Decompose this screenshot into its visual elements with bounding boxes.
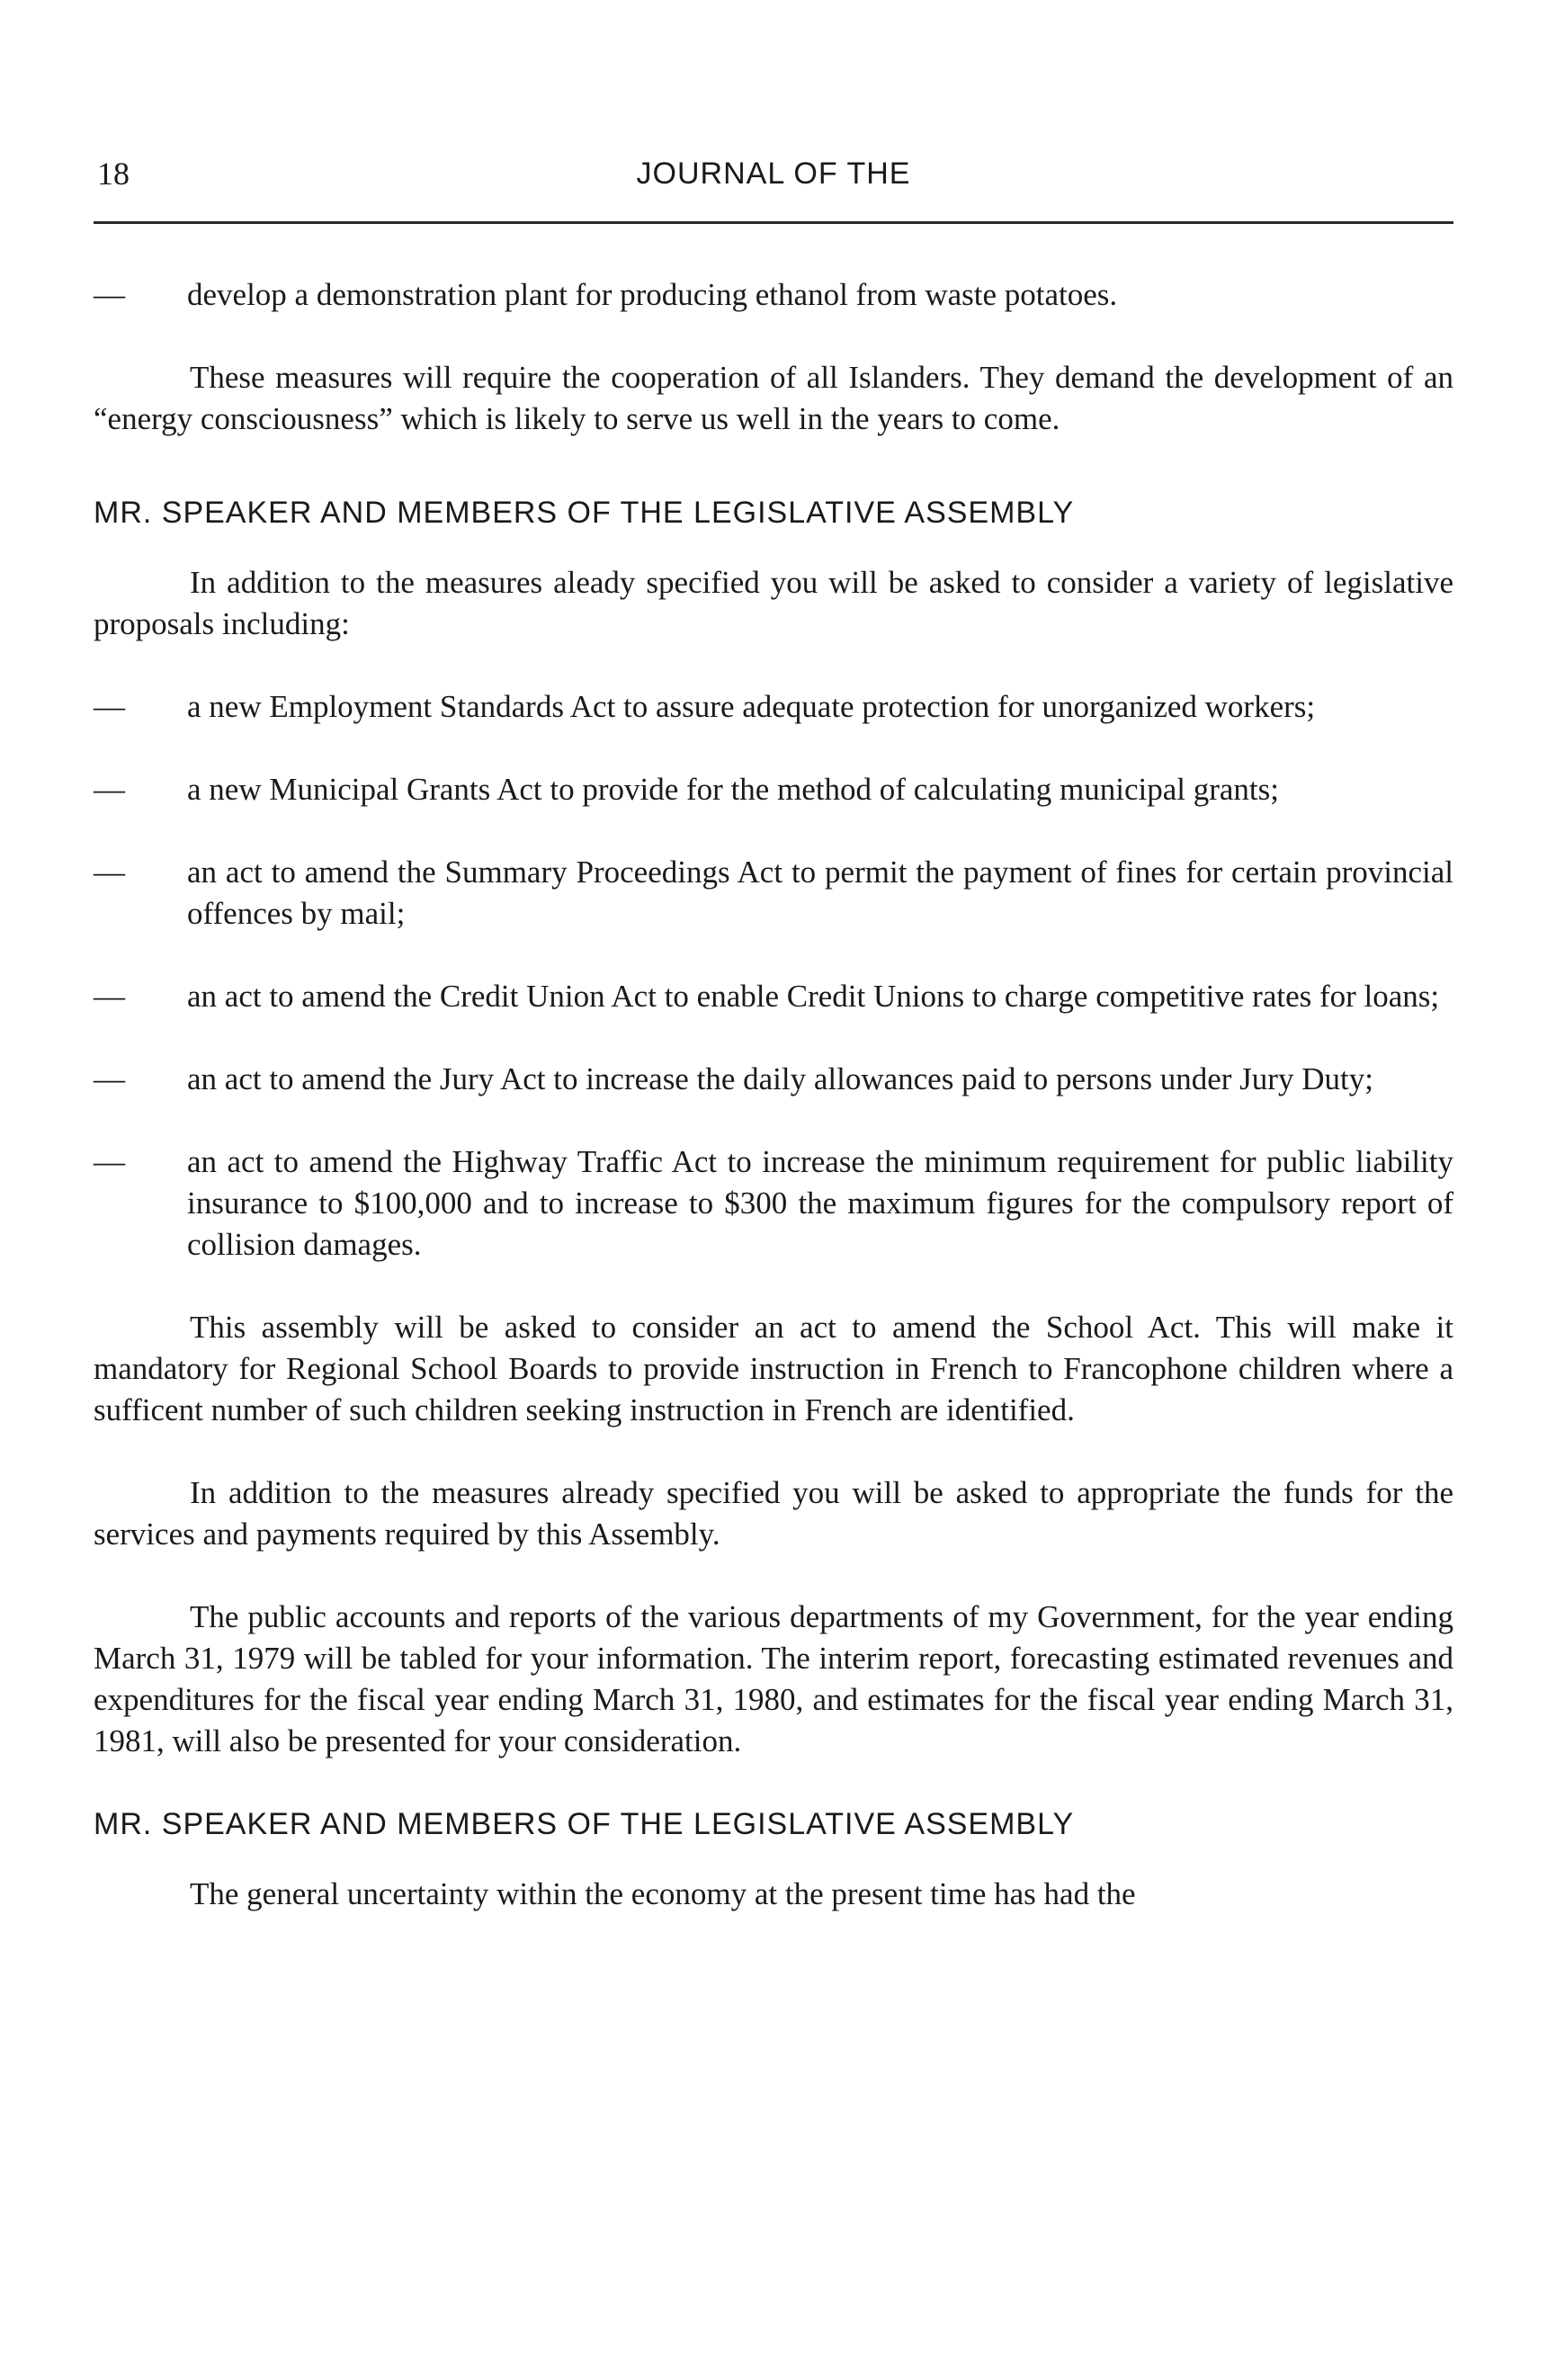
dash-marker: —: [94, 1144, 125, 1179]
proposal-item: [94, 852, 1453, 935]
running-head: [94, 151, 1453, 196]
page-number: 18: [97, 156, 130, 192]
proposal-item: [94, 976, 1453, 1017]
proposal-item: [94, 1059, 1453, 1100]
dash-marker: —: [94, 277, 125, 312]
dash-marker: —: [94, 1061, 125, 1096]
dash-marker: —: [94, 772, 125, 807]
paragraph-public-accounts: The public accounts and reports of the various departments of my Government, for the year ending March 31, 1979 will be tabled for your information. The interim report, forecasting estimated revenues and expenditures for the fiscal year ending March 31, 1980, and estimates for the fiscal year ending March 31, 1981, will also be presented for your consideration.: [94, 1599, 1453, 1758]
header-rule: [94, 221, 1453, 224]
proposal-text: a new Employment Standards Act to assure adequate protection for unorganized workers;: [187, 689, 1316, 724]
bullet-text: develop a demonstration plant for producing ethanol from waste potatoes.: [187, 277, 1118, 312]
intro-bullet-item: [94, 274, 1453, 316]
proposal-text: an act to amend the Highway Traffic Act to increase the minimum requirement for public liability insurance to $100,000 and to increase to $300 the maximum figures for the compulsory report of collision damages.: [187, 1144, 1453, 1262]
paragraph-economy: The general uncertainty within the economy at the present time has had the: [190, 1876, 1136, 1911]
proposal-text: an act to amend the Jury Act to increase the daily allowances paid to persons under Jury Duty;: [187, 1061, 1373, 1096]
paragraph-school-act: This assembly will be asked to consider an act to amend the School Act. This will make it mandatory for Regional School Boards to provide instruction in French to Francophone children where a sufficent number of such children seeking instruction in French are identified.: [94, 1310, 1453, 1427]
paragraph-appropriation: In addition to the measures already specified you will be asked to appropriate the funds for the services and payments required by this Assembly.: [94, 1475, 1453, 1552]
proposal-item: [94, 769, 1453, 810]
journal-title: JOURNAL OF THE: [636, 157, 911, 191]
paragraph-legislative-proposals: In addition to the measures aleady specified you will be asked to consider a variety of legislative proposals including:: [94, 565, 1453, 641]
paragraph-energy-consciousness: These measures will require the cooperation of all Islanders. They demand the development of an “energy consciousness” which is likely to serve us well in the years to come.: [94, 360, 1453, 436]
body-text: [94, 274, 1453, 1915]
proposal-text: an act to amend the Summary Proceedings Act to permit the payment of fines for certain provincial offences by mail;: [187, 854, 1453, 931]
section-heading-2: MR. SPEAKER AND MEMBERS OF THE LEGISLATIVE ASSEMBLY: [94, 1807, 1075, 1841]
section-heading-1: MR. SPEAKER AND MEMBERS OF THE LEGISLATIVE ASSEMBLY: [94, 496, 1075, 530]
dash-marker: —: [94, 689, 125, 724]
proposal-text: an act to amend the Credit Union Act to enable Credit Unions to charge competitive rates for loans;: [187, 979, 1440, 1014]
proposal-item: [94, 686, 1453, 728]
dash-marker: —: [94, 854, 125, 890]
dash-marker: —: [94, 979, 125, 1014]
journal-page: [94, 0, 1453, 2380]
proposal-item: [94, 1141, 1453, 1266]
proposal-text: a new Municipal Grants Act to provide for the method of calculating municipal grants;: [187, 772, 1279, 807]
